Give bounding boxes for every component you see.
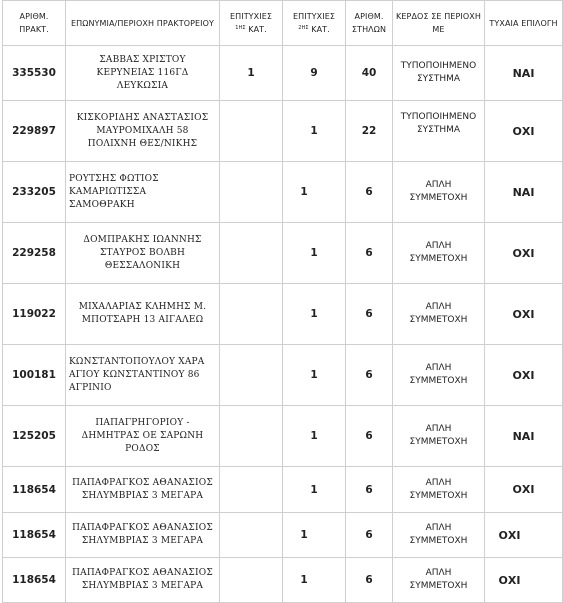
agency-name-line-3: ΠΟΛΙΧΝΗ ΘΕΣ/ΝΙΚΗΣ — [87, 138, 198, 149]
agency-name — [66, 558, 220, 603]
winners-table — [2, 0, 563, 603]
header-columns-count: ΑΡΙΘΜ. ΣΤΗΛΩΝ — [346, 1, 393, 46]
random-pick: ΝΑΙ — [485, 162, 563, 223]
agency-name — [66, 284, 220, 345]
win-type: ΑΠΛΗ ΣΥΜΜΕΤΟΧΗ — [393, 467, 485, 513]
agency-name — [66, 223, 220, 284]
agency-name — [66, 513, 220, 558]
second-category-wins: 1 — [283, 467, 346, 513]
header-agency-name: ΕΠΩΝΥΜΙΑ/ΠΕΡΙΟΧΗ ΠΡΑΚΤΟΡΕΙΟΥ — [66, 1, 220, 46]
agency-name-line-1: ΠΑΠΑΓΡΗΓΟΡΙΟΥ - — [95, 417, 190, 428]
agency-number: 229897 — [3, 101, 66, 162]
agency-name-line-3: ΛΕΥΚΩΣΙΑ — [116, 80, 169, 91]
random-pick: ΟΧΙ — [485, 467, 563, 513]
table-row — [3, 558, 563, 603]
header-first-category-label: ΕΠΙΤΥΧΙΕΣ — [229, 12, 273, 21]
second-category-wins: 9 — [283, 46, 346, 101]
columns-count: 22 — [346, 101, 393, 162]
agency-number: 233205 — [3, 162, 66, 223]
win-type: ΤΥΠΟΠΟΙΗΜΕΝΟ ΣΥΣΤΗΜΑ — [393, 46, 485, 101]
agency-number: 100181 — [3, 345, 66, 406]
agency-name-line-2: ΑΓΙΟΥ ΚΩΝΣΤΑΝΤΙΝΟΥ 86 — [69, 369, 200, 380]
win-type: ΑΠΛΗ ΣΥΜΜΕΤΟΧΗ — [393, 223, 485, 284]
agency-name — [66, 345, 220, 406]
header-row — [3, 1, 563, 46]
agency-name-line-2: ΣΗΛΥΜΒΡΙΑΣ 3 ΜΕΓΑΡΑ — [81, 581, 204, 591]
second-category-wins — [283, 558, 346, 603]
random-pick: ΝΑΙ — [485, 46, 563, 101]
second-category-wins: 1 — [283, 284, 346, 345]
agency-name-line-1: ΚΙΣΚΟΡΙΔΗΣ ΑΝΑΣΤΑΣΙΟΣ — [76, 112, 209, 123]
first-category-wins: 1 — [220, 46, 283, 101]
win-type: ΑΠΛΗ ΣΥΜΜΕΤΟΧΗ — [393, 162, 485, 223]
agency-name-line-1: ΚΩΝΣΤΑΝΤΟΠΟΥΛΟΥ ΧΑΡΑ — [69, 356, 205, 367]
agency-number: 118654 — [3, 513, 66, 558]
random-pick — [485, 558, 563, 603]
columns-count: 6 — [346, 162, 393, 223]
columns-count: 6 — [346, 406, 393, 467]
agency-name — [66, 46, 220, 101]
second-category-wins-value: 1 — [300, 529, 308, 541]
agency-name-line-1: ΠΑΠΑΦΡΑΓΚΟΣ ΑΘΑΝΑΣΙΟΣ — [72, 477, 213, 488]
table-row — [3, 284, 563, 345]
agency-name-line-2: ΜΑΥΡΟΜΙΧΑΛΗ 58 — [96, 125, 189, 136]
first-category-wins — [220, 284, 283, 345]
second-category-wins — [283, 513, 346, 558]
agency-name-line-1: ΠΑΠΑΦΡΑΓΚΟΣ ΑΘΑΝΑΣΙΟΣ — [72, 523, 213, 533]
columns-count: 6 — [346, 345, 393, 406]
agency-number: 229258 — [3, 223, 66, 284]
agency-name-line-2: ΣΤΑΥΡΟΣ ΒΟΛΒΗ — [99, 247, 186, 258]
win-type: ΑΠΛΗ ΣΥΜΜΕΤΟΧΗ — [393, 406, 485, 467]
agency-name-line-2: ΚΕΡΥΝΕΙΑΣ 116ΓΔ — [96, 67, 189, 78]
random-pick — [485, 513, 563, 558]
second-category-wins-value: 1 — [300, 574, 308, 586]
table-row — [3, 513, 563, 558]
header-second-category-suffix: ΚΑΤ. — [311, 25, 330, 34]
table-row — [3, 406, 563, 467]
second-category-wins: 1 — [283, 223, 346, 284]
table-row — [3, 467, 563, 513]
random-pick: ΟΧΙ — [485, 223, 563, 284]
agency-number: 125205 — [3, 406, 66, 467]
agency-number: 118654 — [3, 558, 66, 603]
random-pick: ΟΧΙ — [485, 345, 563, 406]
agency-name-line-1: ΠΑΠΑΦΡΑΓΚΟΣ ΑΘΑΝΑΣΙΟΣ — [72, 568, 213, 578]
header-win-type: ΚΕΡΔΟΣ ΣΕ ΠΕΡΙΟΧΗ ΜΕ — [393, 1, 485, 46]
first-category-wins — [220, 467, 283, 513]
agency-name — [66, 101, 220, 162]
agency-name-line-3: ΡΟΔΟΣ — [125, 443, 160, 454]
agency-name-line-1: ΔΟΜΠΡΑΚΗΣ ΙΩΑΝΝΗΣ — [83, 234, 202, 245]
columns-count: 6 — [346, 558, 393, 603]
header-second-category — [283, 1, 346, 46]
agency-name-line-1: ΜΙΧΑΛΑΡΙΑΣ ΚΛΗΜΗΣ Μ. — [78, 302, 207, 312]
agency-name-line-3: ΘΕΣΣΑΛΟΝΙΚΗ — [104, 260, 181, 271]
agency-name-line-2: ΣΗΛΥΜΒΡΙΑΣ 3 ΜΕΓΑΡΑ — [81, 490, 204, 501]
agency-number: 335530 — [3, 46, 66, 101]
header-second-category-label: ΕΠΙΤΥΧΙΕΣ — [292, 12, 336, 21]
header-agency-number: ΑΡΙΘΜ. ΠΡΑΚΤ. — [3, 1, 66, 46]
first-category-wins — [220, 101, 283, 162]
random-pick: ΟΧΙ — [485, 284, 563, 345]
win-type: ΑΠΛΗ ΣΥΜΜΕΤΟΧΗ — [393, 513, 485, 558]
header-random-pick: ΤΥΧΑΙΑ ΕΠΙΛΟΓΗ — [485, 1, 563, 46]
agency-name — [66, 162, 220, 223]
header-first-category-suffix: ΚΑΤ. — [248, 25, 267, 34]
columns-count: 6 — [346, 223, 393, 284]
columns-count: 6 — [346, 467, 393, 513]
first-category-wins — [220, 223, 283, 284]
agency-name-line-2: ΚΑΜΑΡΙΩΤΙΣΣΑ — [69, 186, 147, 197]
random-pick: ΟΧΙ — [485, 101, 563, 162]
table-row — [3, 223, 563, 284]
agency-name — [66, 406, 220, 467]
agency-name — [66, 467, 220, 513]
agency-name-line-2: ΔΗΜΗΤΡΑΣ ΟΕ ΣΑΡΩΝΗ — [81, 430, 204, 441]
agency-name-line-2: ΜΠΟΤΣΑΡΗ 13 ΑΙΓΑΛΕΩ — [81, 315, 204, 325]
agency-name-line-3: ΑΓΡΙΝΙΟ — [69, 382, 112, 393]
win-type: ΑΠΛΗ ΣΥΜΜΕΤΟΧΗ — [393, 345, 485, 406]
table-row — [3, 101, 563, 162]
second-category-wins: 1 — [283, 345, 346, 406]
second-category-wins: 1 — [283, 406, 346, 467]
first-category-wins — [220, 558, 283, 603]
win-type: ΤΥΠΟΠΟΙΗΜΕΝΟ ΣΥΣΤΗΜΑ — [393, 101, 485, 162]
table-row — [3, 345, 563, 406]
columns-count: 6 — [346, 513, 393, 558]
second-category-wins — [283, 162, 346, 223]
win-type: ΑΠΛΗ ΣΥΜΜΕΤΟΧΗ — [393, 558, 485, 603]
agency-name-line-3: ΣΑΜΟΘΡΑΚΗ — [69, 199, 135, 210]
table-row — [3, 162, 563, 223]
agency-name-line-1: ΣΑΒΒΑΣ ΧΡΙΣΤΟΥ — [99, 54, 186, 65]
agency-name-line-2: ΣΗΛΥΜΒΡΙΑΣ 3 ΜΕΓΑΡΑ — [81, 536, 204, 546]
header-second-category-sup: 2ΗΣ — [298, 25, 309, 31]
win-type: ΑΠΛΗ ΣΥΜΜΕΤΟΧΗ — [393, 284, 485, 345]
first-category-wins — [220, 513, 283, 558]
random-pick-value: ΟΧΙ — [498, 528, 521, 542]
agency-number: 118654 — [3, 467, 66, 513]
random-pick: ΝΑΙ — [485, 406, 563, 467]
first-category-wins — [220, 406, 283, 467]
second-category-wins-value: 1 — [300, 186, 308, 198]
columns-count: 6 — [346, 284, 393, 345]
header-first-category-sup: 1ΗΣ — [235, 25, 246, 31]
header-first-category — [220, 1, 283, 46]
random-pick-value: ΟΧΙ — [498, 573, 521, 587]
columns-count: 40 — [346, 46, 393, 101]
first-category-wins — [220, 345, 283, 406]
first-category-wins — [220, 162, 283, 223]
agency-number: 119022 — [3, 284, 66, 345]
second-category-wins: 1 — [283, 101, 346, 162]
agency-name-line-1: ΡΟΥΤΣΗΣ ΦΩΤΙΟΣ — [69, 173, 159, 184]
table-row — [3, 46, 563, 101]
